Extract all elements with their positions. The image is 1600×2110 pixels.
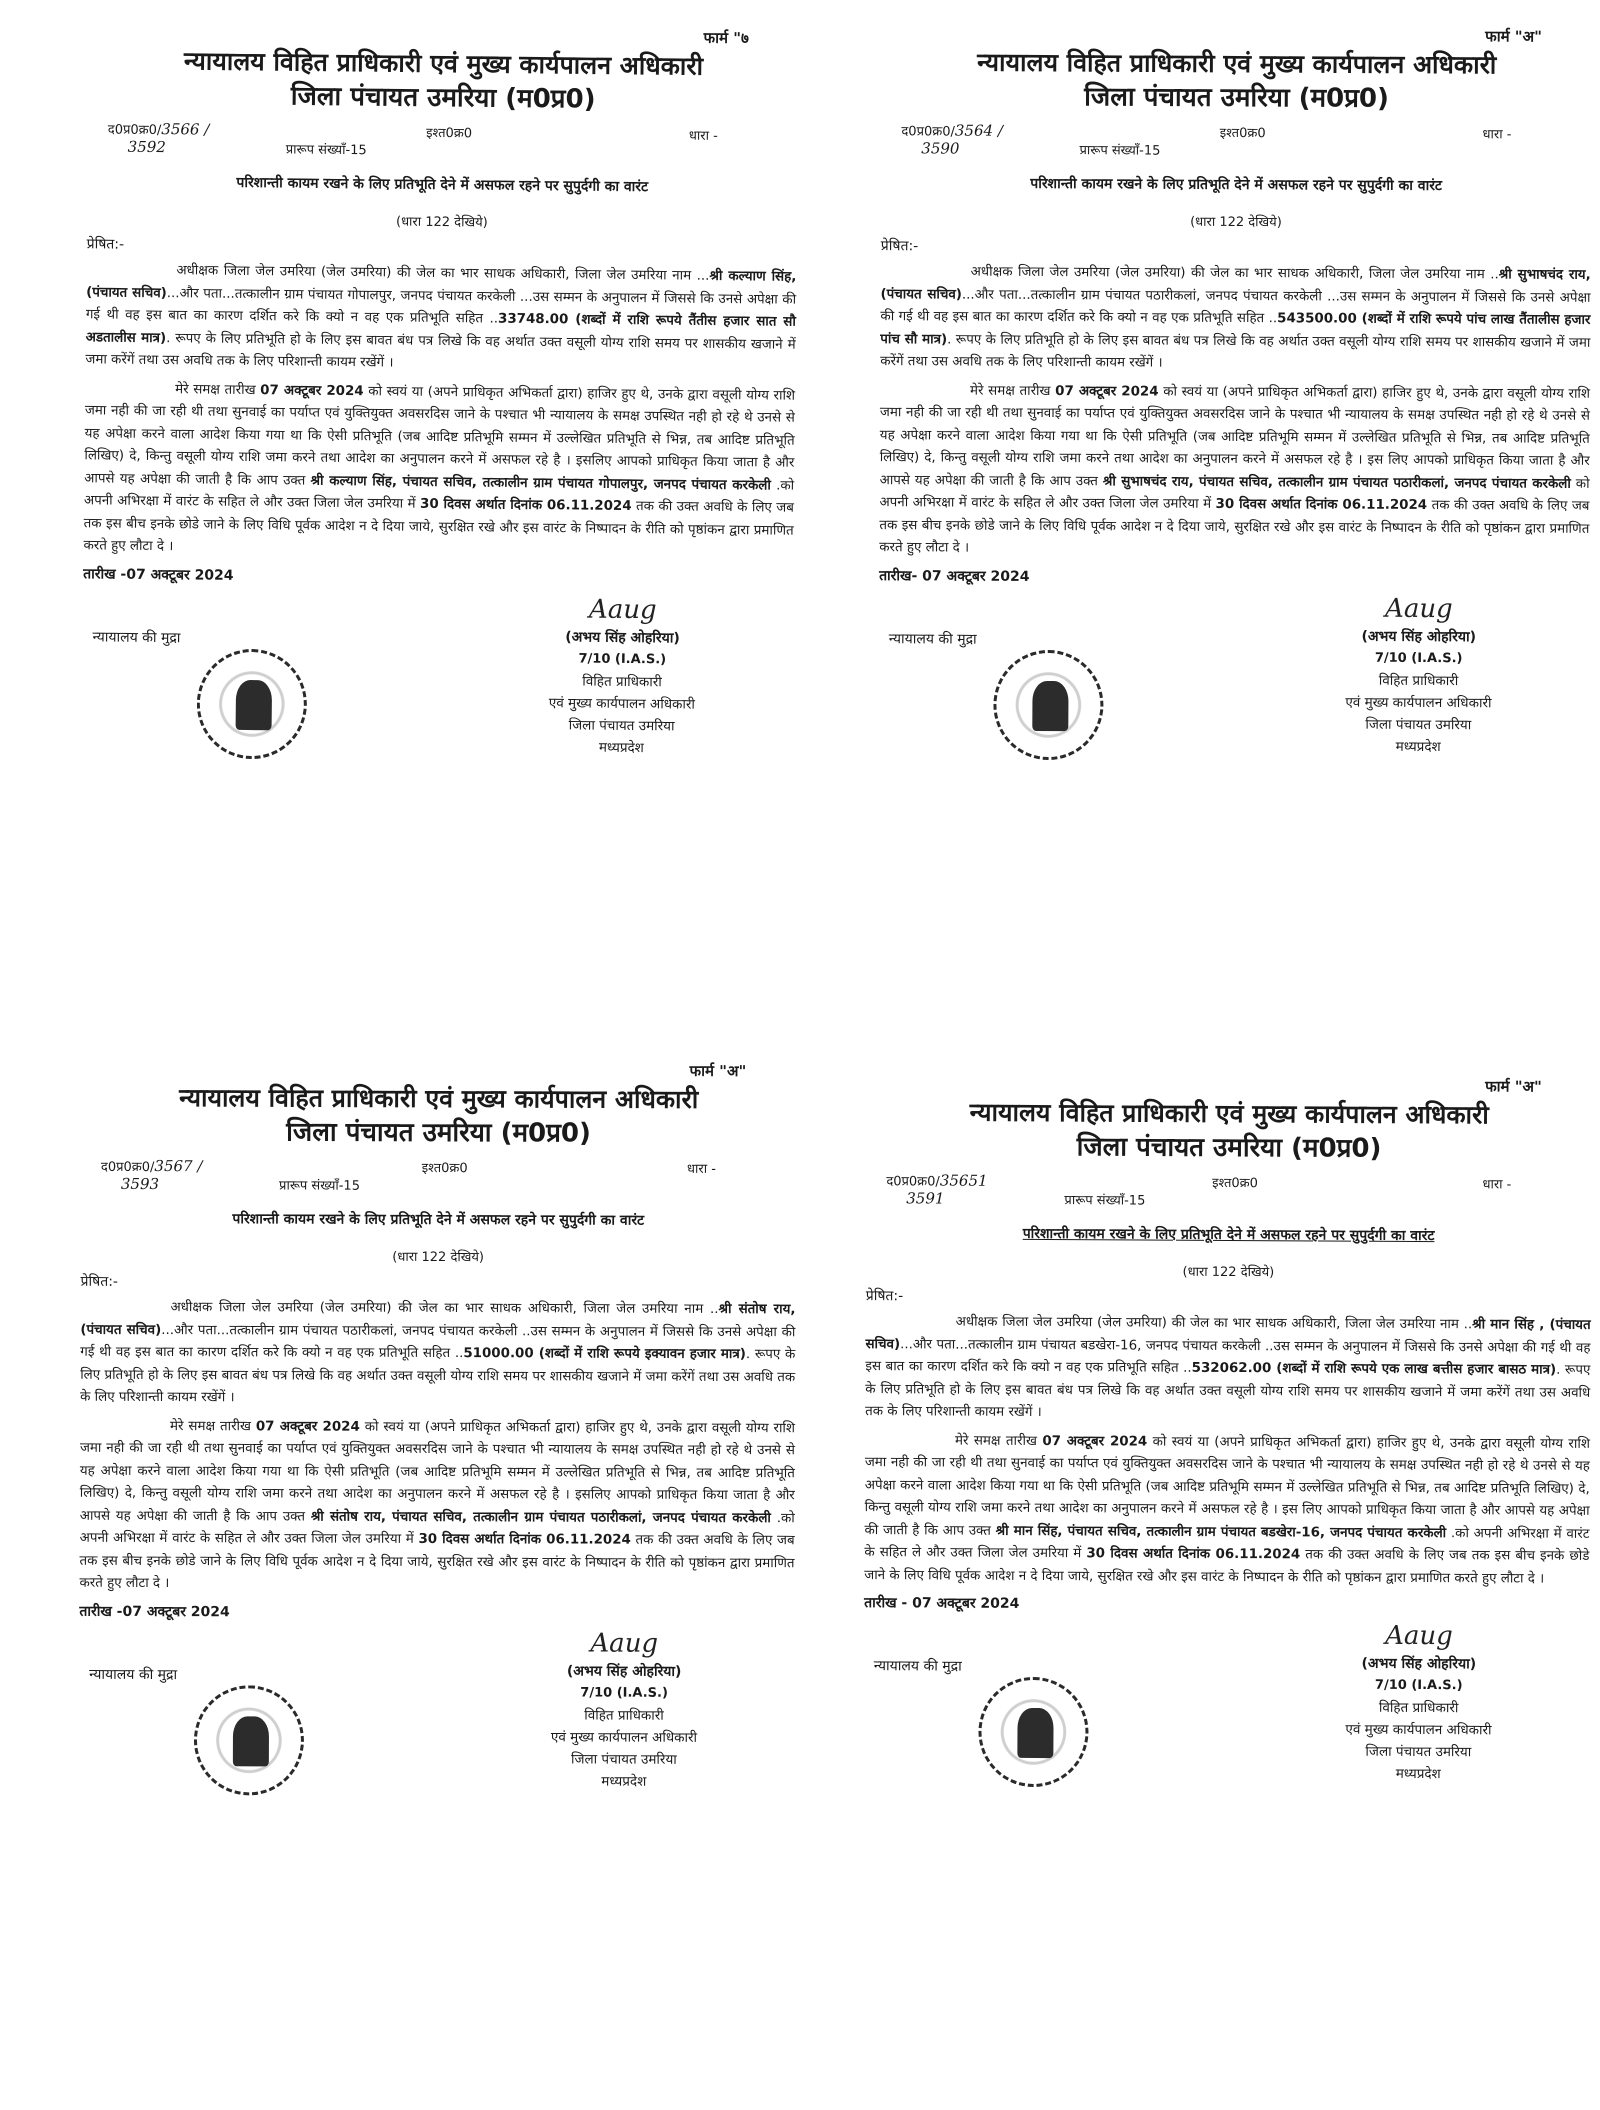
signature-block xyxy=(79,1624,795,1816)
signatory xyxy=(494,1626,755,1793)
designation-4: मध्यप्रदेश xyxy=(1395,738,1441,755)
emblem-icon xyxy=(1017,1708,1053,1758)
signatory-name: (अभय सिंह ओहरिया) xyxy=(1361,628,1477,645)
format-label: प्रारूप संख्याँ-15 xyxy=(1079,143,1161,159)
designation-1: विहित प्राधिकारी xyxy=(1378,1699,1459,1717)
case-ref-handwritten: 35651 xyxy=(939,1171,988,1190)
reference-row xyxy=(866,1167,1591,1193)
seal-label: न्यायालय की मुद्रा xyxy=(873,1658,962,1675)
memo-label: इश्त0क्र0 xyxy=(426,125,473,142)
signatory-name: (अभय सिंह ओहरिया) xyxy=(1361,1655,1477,1673)
warrant-document-2 xyxy=(878,23,1592,782)
court-subtitle: जिला पंचायत उमरिया (म0प्र0) xyxy=(290,81,596,115)
court-title: न्यायालय विहित प्राधिकारी एवं मुख्य कार्यपालन अधिकारी xyxy=(977,47,1497,80)
signatory-ias: (I.A.S.) xyxy=(614,651,667,667)
signatory-ias: (I.A.S.) xyxy=(616,1685,668,1701)
court-title: न्यायालय विहित प्राधिकारी एवं मुख्य कार्यपालन अधिकारी xyxy=(969,1097,1489,1130)
case-ref-handwritten: 3564 / xyxy=(954,121,1003,140)
case-ref-label: द0प्र0क्र0/ xyxy=(107,122,162,139)
sign-date: 7/10 xyxy=(1374,1677,1407,1693)
sign-date: 7/10 xyxy=(1374,650,1407,666)
to-label: प्रेषित:- xyxy=(880,238,919,255)
court-subtitle: जिला पंचायत उमरिया (म0प्र0) xyxy=(286,1117,591,1149)
signature: Aaug xyxy=(1385,593,1453,624)
section-reference: (धारा 122 देखिये) xyxy=(395,214,488,231)
case-ref-label: द0प्र0क्र0/ xyxy=(100,1159,155,1176)
dhara-label: धारा - xyxy=(1482,1177,1512,1193)
designation-2: एवं मुख्य कार्यपालन अधिकारी xyxy=(550,1728,698,1746)
date-line: तारीख- 07 अक्टूबर 2024 xyxy=(879,567,1030,585)
designation-3: जिला पंचायत उमरिया xyxy=(1365,1743,1472,1761)
body-paragraph-2: मेरे समक्ष तारीख 07 अक्टूबर 2024 को स्वयं या (अपने प्राधिकृत अभिकर्ता द्वारा) हाजिर हुए थे, उनके द्वारा वसूली योग्य राशि जमा नही की जा रही थी तथा सुनवाई का पर्याप्त एवं युक्तियुक्त अवसरदिस जाने के पश्चात भी न्यायालय के समक्ष उपस्थित नही हो रहे थे उनसे से यह अपेक्षा करने वाला आदेश किया गया था कि ऐसी प्रतिभूति (जब आदिष्ट प्रतिभूमि सम्मन में उल्लेखित प्रतिभूति से भिन्न, तब आदिष्ट प्रतिभूति लिखिए) दे, किन्तु वसूली योग्य राशि जमा करने तथा आदेश का अनुपालन करने में असफल रहे है । इस लिए आपको प्राधिकृत किया जाता है और आपसे यह अपेक्षा की जाती है कि आप उक्त श्री सुभाषचंद राय, पंचायत सचिव, तत्कालीन ग्राम पंचायत पठारीकलां, जनपद पंचायत करकेली को अपनी अभिरक्षा में वारंट के सहित ले और उक्त जिला जेल उमरिया में 30 दिवस अर्थात दिनांक 06.11.2024 तक की उक्त अवधि के लिए जब तक इस बीच इनके छोडे जाने के लिए विधि पूर्वक आदेश न दे दिया जाये, सुरक्षित रखे और इस वारंट के निष्पादन के रीति को पृष्ठांकन द्वारा प्रमाणित करते हुए लौटा दे । xyxy=(879,383,1591,556)
court-seal-stamp xyxy=(978,1677,1089,1788)
signature-block xyxy=(878,589,1589,783)
case-ref-handwritten: 3567 / xyxy=(154,1157,203,1176)
designation-1: विहित प्राधिकारी xyxy=(1378,672,1459,689)
court-seal-stamp xyxy=(993,649,1104,760)
format-label: प्रारूप संख्याँ-15 xyxy=(285,142,367,159)
section-reference: (धारा 122 देखिये) xyxy=(1182,1264,1275,1281)
date-line: तारीख -07 अक्टूबर 2024 xyxy=(83,565,234,584)
case-ref-handwritten: 3566 / xyxy=(161,120,210,139)
section-reference: (धारा 122 देखिये) xyxy=(392,1249,485,1266)
case-ref-label: द0प्र0क्र0/ xyxy=(886,1174,940,1190)
designation-3: जिला पंचायत उमरिया xyxy=(568,716,675,734)
court-subtitle: जिला पंचायत उमरिया (म0प्र0) xyxy=(1076,1132,1382,1164)
warrant-document-1 xyxy=(81,21,799,784)
signatory-name: (अभय सिंह ओहरिया) xyxy=(565,628,680,647)
form-number: फार्म "अ" xyxy=(1485,1077,1542,1096)
court-seal-stamp xyxy=(196,648,307,759)
designation-4: मध्यप्रदेश xyxy=(598,739,644,756)
designation-4: मध्यप्रदेश xyxy=(1395,1765,1441,1783)
signatory xyxy=(1288,591,1549,758)
dispatch-no-handwritten: 3593 xyxy=(120,1174,160,1194)
body-paragraph-1: अधीक्षक जिला जेल उमरिया (जेल उमरिया) की जेल का भार साधक अधिकारी, जिला जेल उमरिया नाम ...श्री कल्याण सिंह, (पंचायत सचिव)...और पता...तत्कालीन ग्राम पंचायत गोपालपुर, जनपद पंचायत करकेली ...उस सम्मन के अनुपालन में जिससे कि उनसे अपेक्षा की गई थी वह इस बात का कारण दर्शित करे कि क्यो न वह एक प्रतिभूति सहित ..33748.00 (शब्दों में राशि रूपये तैंतीस हजार सात सौ अडतालीस मात्र). रूपए के लिए प्रतिभूति हो के लिए इस बावत बंध पत्र लिखे कि वह अर्थात उक्त वसूली योग्य राशि समय पर शासकीय खजाने में जमा करेंगें तथा उस अवधि तक के लिए परिशान्ती कायम रखेंगें । xyxy=(85,263,797,371)
subject-line: परिशान्ती कायम रखने के लिए प्रतिभूति देने में असफल रहने पर सुपुर्दगी का वारंट xyxy=(1022,1225,1435,1245)
signature: Aaug xyxy=(590,1628,659,1659)
signatory-ias: (I.A.S.) xyxy=(1411,1677,1463,1694)
signature-block xyxy=(81,587,793,784)
form-number: फार्म "अ" xyxy=(689,1061,747,1081)
body-paragraph-2: मेरे समक्ष तारीख 07 अक्टूबर 2024 को स्वयं या (अपने प्राधिकृत अभिकर्ता द्वारा) हाजिर हुए थे, उनके द्वारा वसूली योग्य राशि जमा नही की जा रही थी तथा सुनवाई का पर्याप्त एवं युक्तियुक्त अवसरदिस जाने के पश्चात भी न्यायालय के समक्ष उपस्थित नही हो रहे थे उनसे से यह अपेक्षा करने वाला आदेश किया गया था कि ऐसी प्रतिभूति (जब आदिष्ट प्रतिभूमि सम्मन में उल्लेखित प्रतिभूति से भिन्न, तब आदिष्ट प्रतिभूति लिखिए) दे, किन्तु वसूली योग्य राशि जमा करने तथा आदेश का अनुपालन करने में असफल रहे है । इसलिए आपको प्राधिकृत किया जाता है और आपसे यह अपेक्षा की जाती है कि आप उक्त श्री संतोष राय, पंचायत सचिव, तत्कालीन ग्राम पंचायत पठारीकलां, जनपद पंचायत करकेली .को अपनी अभिरक्षा में वारंट के सहित ले और उक्त जिला जेल उमरिया में 30 दिवस अर्थात दिनांक 06.11.2024 तक की उक्त अवधि के लिए जब तक इस बीच इनके छोडे जाने के लिए विधि पूर्वक आदेश न दे दिया जाये, सुरक्षित रखे और इस वारंट के निष्पादन के रीति को पृष्ठांकन द्वारा प्रमाणित करते हुए लौटा दे । xyxy=(79,1418,796,1592)
designation-2: एवं मुख्य कार्यपालन अधिकारी xyxy=(548,694,696,713)
section-reference: (धारा 122 देखिये) xyxy=(1190,214,1282,231)
seal-label: न्यायालय की मुद्रा xyxy=(92,628,181,646)
signatory xyxy=(1288,1618,1549,1785)
reference-row-2 xyxy=(881,139,1591,163)
dispatch-no-handwritten: 3592 xyxy=(127,137,166,157)
reference-row xyxy=(81,1153,796,1177)
signature-block xyxy=(863,1616,1589,1810)
court-seal-stamp xyxy=(194,1685,304,1795)
designation-2: एवं मुख्य कार्यपालन अधिकारी xyxy=(1345,694,1492,711)
dhara-label: धारा - xyxy=(688,128,718,144)
warrant-document-3 xyxy=(79,1059,797,1817)
date-line: तारीख - 07 अक्टूबर 2024 xyxy=(864,1595,1020,1612)
format-label: प्रारूप संख्याँ-15 xyxy=(279,1178,361,1194)
body-paragraph-2: मेरे समक्ष तारीख 07 अक्टूबर 2024 को स्वयं या (अपने प्राधिकृत अभिकर्ता द्वारा) हाजिर हुए थे, उनके द्वारा वसूली योग्य राशि जमा नही की जा रही थी तथा सुनवाई का पर्याप्त एवं युक्तियुक्त अवसरदिस जाने के पश्चात भी न्यायालय के समक्ष उपस्थित नही हो रहे थे उनसे से यह अपेक्षा करने वाला आदेश किया गया था कि ऐसी प्रतिभूति (जब आदिष्ट प्रतिभूमि सम्मन में उल्लेखित प्रतिभूति से भिन्न, तब आदिष्ट प्रतिभूति लिखिए) दे, किन्तु वसूली योग्य राशि जमा करने तथा आदेश का अनुपालन करने में असफल रहे है । इस लिए आपको प्राधिकृत किया जाता है और आपसे यह अपेक्षा की जाती है कि आप उक्त श्री मान सिंह, पंचायत सचिव, तत्कालीन ग्राम पंचायत बडखेरा-16, जनपद पंचायत करकेली .को अपनी अभिरक्षा में वारंट के सहित ले और उक्त जिला जेल उमरिया में 30 दिवस अर्थात दिनांक 06.11.2024 तक की उक्त अवधि के लिए जब तक इस बीच इनके छोडे जाने के लिए विधि पूर्वक आदेश न दे दिया जाये, सुरक्षित रखे और इस वारंट के निष्पादन के रीति को पृष्ठांकन द्वारा प्रमाणित करते हुए लौटा दे । xyxy=(864,1433,1591,1587)
sign-date: 7/10 xyxy=(580,1685,613,1701)
signature: Aaug xyxy=(588,594,657,625)
memo-label: इश्त0क्र0 xyxy=(1212,1175,1258,1192)
designation-4: मध्यप्रदेश xyxy=(601,1773,647,1790)
subject-line: परिशान्ती कायम रखने के लिए प्रतिभूति देने में असफल रहने पर सुपुर्दगी का वारंट xyxy=(1030,175,1443,195)
warrant-document-4 xyxy=(863,1073,1592,1810)
memo-label: इश्त0क्र0 xyxy=(421,1160,468,1177)
body-paragraph-1: अधीक्षक जिला जेल उमरिया (जेल उमरिया) की जेल का भार साधक अधिकारी, जिला जेल उमरिया नाम ..श्री संतोष राय, (पंचायत सचिव)...और पता...तत्कालीन ग्राम पंचायत पठारीकलां, जनपद पंचायत करकेली ..उस सम्मन के अनुपालन में जिससे कि उनसे अपेक्षा की गई थी वह इस बात का कारण दर्शित करे कि क्यो न वह एक प्रतिभूति सहित ..51000.00 (शब्दों में राशि रूपये इक्यावन हजार मात्र). रूपए के लिए प्रतिभूति हो के लिए इस बावत बंध पत्र लिखे कि वह अर्थात उक्त वसूली योग्य राशि समय पर शासकीय खजाने में जमा करेंगें तथा उस अवधि तक के लिए परिशान्ती कायम रखेंगें । xyxy=(80,1300,796,1406)
format-label: प्रारूप संख्याँ-15 xyxy=(1064,1193,1146,1209)
designation-3: जिला पंचायत उमरिया xyxy=(570,1750,677,1768)
designation-1: विहित प्राधिकारी xyxy=(582,673,662,690)
designation-2: एवं मुख्य कार्यपालन अधिकारी xyxy=(1345,1721,1492,1739)
to-label: प्रेषित:- xyxy=(86,236,125,253)
date-line: तारीख -07 अक्टूबर 2024 xyxy=(79,1603,230,1620)
subject-line: परिशान्ती कायम रखने के लिए प्रतिभूति देने में असफल रहने पर सुपुर्दगी का वारंट xyxy=(232,1211,645,1229)
body-paragraph-1: अधीक्षक जिला जेल उमरिया (जेल उमरिया) की जेल का भार साधक अधिकारी, जिला जेल उमरिया नाम ..श्री सुभाषचंद राय, (पंचायत सचिव)...और पता...तत्कालीन ग्राम पंचायत पठारीकलां, जनपद पंचायत करकेली ...उस सम्मन के अनुपालन में जिससे कि उनसे अपेक्षा की गई थी वह इस बात का कारण दर्शित करे कि क्यो न वह एक प्रतिभूति सहित ..543500.00 (शब्दों में राशि रूपये पांच लाख तैंतालीस हजार पांच सौ मात्र). रूपए के लिए प्रतिभूति हो के लिए इस बावत बंध पत्र लिखे कि वह अर्थात उक्त वसूली योग्य राशि समय पर शासकीय खजाने में जमा करेंगें तथा उस अवधि तक के लिए परिशान्ती कायम रखेंगें । xyxy=(880,264,1591,371)
to-label: प्रेषित:- xyxy=(80,1273,119,1290)
case-ref-label: द0प्र0क्र0/ xyxy=(901,124,955,140)
body-paragraph-2: मेरे समक्ष तारीख 07 अक्टूबर 2024 को स्वयं या (अपने प्राधिकृत अभिकर्ता द्वारा) हाजिर हुए थे, उनके द्वारा वसूली योग्य राशि जमा नही की जा रही थी तथा सुनवाई का पर्याप्त एवं युक्तियुक्त अवसरदिस जाने के पश्चात भी न्यायालय के समक्ष उपस्थित नही हो रहे थे उनसे से यह अपेक्षा करने वाला आदेश किया गया था कि ऐसी प्रतिभूति (जब आदिष्ट प्रतिभूमि सम्मन में उल्लेखित प्रतिभूति से भिन्न, तब आदिष्ट प्रतिभूति लिखिए) दे, किन्तु वसूली योग्य राशि जमा करने तथा आदेश का अनुपालन करने में असफल रहे है । इसलिए आपको प्राधिकृत किया जाता है और आपसे यह अपेक्षा की जाती है कि आप उक्त श्री कल्याण सिंह, पंचायत सचिव, तत्कालीन ग्राम पंचायत गोपालपुर, जनपद पंचायत करकेली .को अपनी अभिरक्षा में वारंट के सहित ले और उक्त जिला जेल उमरिया में 30 दिवस अर्थात दिनांक 06.11.2024 तक की उक्त अवधि के लिए जब तक इस बीच इनके छोडे जाने के लिए विधि पूर्वक आदेश न दे दिया जाये, सुरक्षित रखे और इस वारंट के निष्पादन के रीति को पृष्ठांकन द्वारा प्रमाणित करते हुए लौटा दे । xyxy=(83,381,796,555)
emblem-icon xyxy=(233,1716,269,1766)
signatory-ias: (I.A.S.) xyxy=(1411,650,1463,666)
dhara-label: धारा - xyxy=(687,1161,716,1177)
signature: Aaug xyxy=(1385,1620,1453,1652)
form-number: फार्म "अ" xyxy=(1485,27,1542,46)
body-paragraph-1: अधीक्षक जिला जेल उमरिया (जेल उमरिया) की जेल का भार साधक अधिकारी, जिला जेल उमरिया नाम ..श्री मान सिंह , (पंचायत सचिव)...और पता...तत्कालीन ग्राम पंचायत बडखेरा-16, जनपद पंचायत करकेली ..उस सम्मन के अनुपालन में जिससे कि उनसे अपेक्षा की गई थी वह इस बात का कारण दर्शित करे कि क्यो न वह एक प्रतिभूति सहित ..532062.00 (शब्दों में राशि रूपये एक लाख बत्तीस हजार बासठ मात्र). रूपए के लिए प्रतिभूति हो के लिए इस बावत बंध पत्र लिखे कि वह अर्थात उक्त वसूली योग्य राशि समय पर शासकीय खजाने में जमा करेंगें तथा उस अवधि तक के लिए परिशान्ती कायम रखेंगें । xyxy=(865,1314,1591,1421)
reference-row xyxy=(881,117,1591,143)
to-label: प्रेषित:- xyxy=(865,1288,904,1305)
designation-1: विहित प्राधिकारी xyxy=(584,1707,664,1724)
signatory-name: (अभय सिंह ओहरिया) xyxy=(566,1662,682,1680)
seal-label: न्यायालय की मुद्रा xyxy=(89,1666,178,1683)
reference-row-2 xyxy=(866,1189,1591,1213)
seal-label: न्यायालय की मुद्रा xyxy=(888,630,977,648)
dispatch-no-handwritten: 3590 xyxy=(921,139,960,158)
sign-date: 7/10 xyxy=(578,650,611,667)
designation-3: जिला पंचायत उमरिया xyxy=(1365,716,1472,733)
emblem-icon xyxy=(236,679,273,729)
memo-label: इश्त0क्र0 xyxy=(1219,125,1266,142)
court-subtitle: जिला पंचायत उमरिया (म0प्र0) xyxy=(1084,82,1390,114)
court-title: न्यायालय विहित प्राधिकारी एवं मुख्य कार्यपालन अधिकारी xyxy=(179,1083,699,1114)
reference-row-2 xyxy=(81,1175,796,1197)
dispatch-no-handwritten: 3591 xyxy=(906,1189,945,1208)
dhara-label: धारा - xyxy=(1482,127,1512,143)
signatory xyxy=(491,591,753,760)
form-number: फार्म "७ xyxy=(703,28,749,48)
subject-line: परिशान्ती कायम रखने के लिए प्रतिभूति देने में असफल रहने पर सुपुर्दगी का वारंट xyxy=(236,174,649,196)
court-title: न्यायालय विहित प्राधिकारी एवं मुख्य कार्यपालन अधिकारी xyxy=(183,46,704,81)
emblem-icon xyxy=(1032,680,1068,730)
